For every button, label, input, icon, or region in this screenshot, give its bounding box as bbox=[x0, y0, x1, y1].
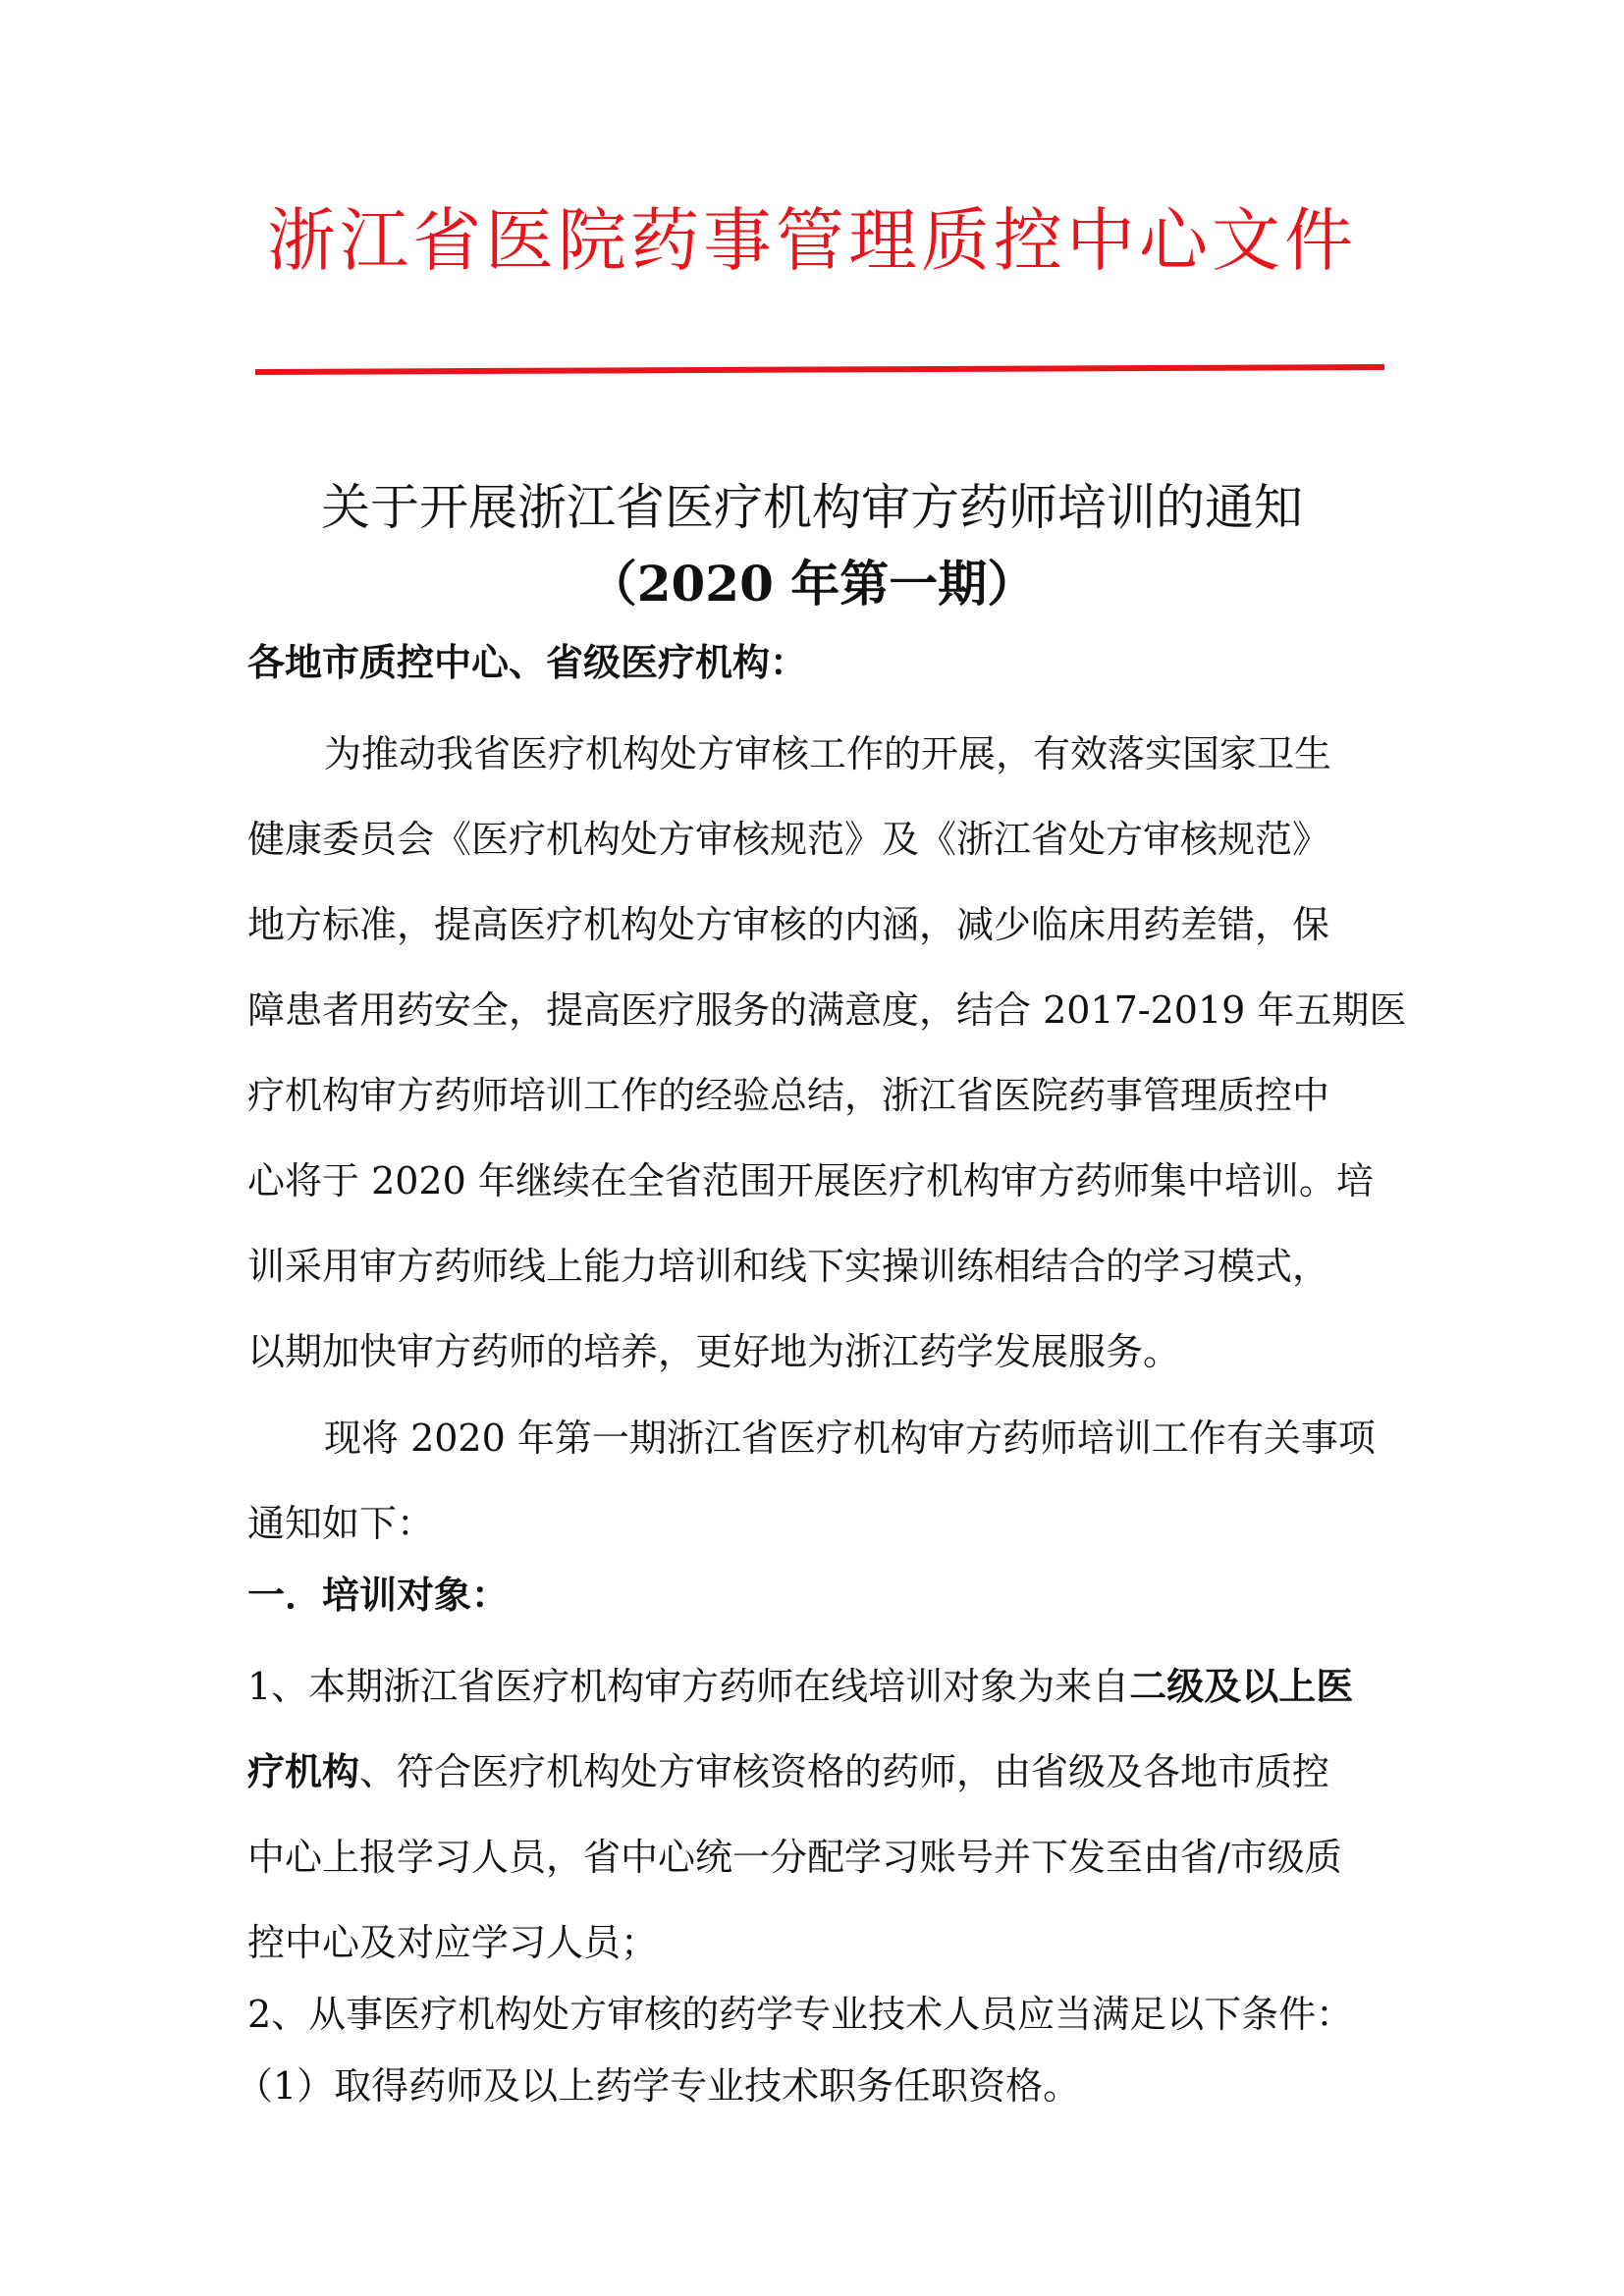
list-item-line: 控中心及对应学习人员； bbox=[247, 1921, 659, 1964]
paragraph-line: 心将于 2020 年继续在全省范围开展医疗机构审方药师集中培训。培 bbox=[247, 1159, 1374, 1202]
notice-title: 关于开展浙江省医疗机构审方药师培训的通知 bbox=[321, 479, 1303, 536]
emphasis-text: 疗机构 bbox=[247, 1749, 360, 1793]
header-red-rule bbox=[255, 364, 1384, 375]
notice-subtitle: （2020 年第一期） bbox=[587, 555, 1037, 613]
paragraph-line: 地方标准，提高医疗机构处方审核的内涵，减少临床用药差错，保 bbox=[247, 903, 1330, 946]
list-subitem-line: （1）取得药师及以上药学专业技术职务任职资格。 bbox=[236, 2064, 1081, 2108]
salutation: 各地市质控中心、省级医疗机构： bbox=[247, 640, 808, 684]
list-item-line bbox=[247, 1747, 1329, 1796]
paragraph-line: 训采用审方药师线上能力培训和线下实操训练相结合的学习模式， bbox=[247, 1245, 1330, 1288]
emphasis-text: 二级及以上医 bbox=[1129, 1664, 1354, 1708]
paragraph-line: 为推动我省医疗机构处方审核工作的开展，有效落实国家卫生 bbox=[324, 732, 1332, 775]
list-item-text: 、符合医疗机构处方审核资格的药师，由省级及各地市质控 bbox=[359, 1750, 1330, 1793]
paragraph-line: 障患者用药安全，提高医疗服务的满意度，结合 2017-2019 年五期医 bbox=[247, 988, 1407, 1032]
document-header-title: 浙江省医院药事管理质控中心文件 bbox=[267, 200, 1357, 281]
paragraph-line: 健康委员会《医疗机构处方审核规范》及《浙江省处方审核规范》 bbox=[247, 818, 1330, 861]
section-heading: 一．培训对象： bbox=[247, 1573, 510, 1617]
list-item-line: 中心上报学习人员，省中心统一分配学习账号并下发至由省/市级质 bbox=[247, 1836, 1342, 1879]
paragraph-line: 通知如下： bbox=[247, 1502, 435, 1545]
list-item-text: 1、本期浙江省医疗机构审方药师在线培训对象为来自 bbox=[247, 1665, 1130, 1708]
list-item-line: 2、从事医疗机构处方审核的药学专业技术人员应当满足以下条件： bbox=[247, 1993, 1354, 2036]
paragraph-line: 疗机构审方药师培训工作的经验总结，浙江省医院药事管理质控中 bbox=[247, 1074, 1330, 1117]
list-item-line bbox=[247, 1662, 1353, 1711]
paragraph-line: 以期加快审方药师的培养，更好地为浙江药学发展服务。 bbox=[247, 1330, 1181, 1373]
paragraph-line: 现将 2020 年第一期浙江省医疗机构审方药师培训工作有关事项 bbox=[324, 1416, 1376, 1460]
